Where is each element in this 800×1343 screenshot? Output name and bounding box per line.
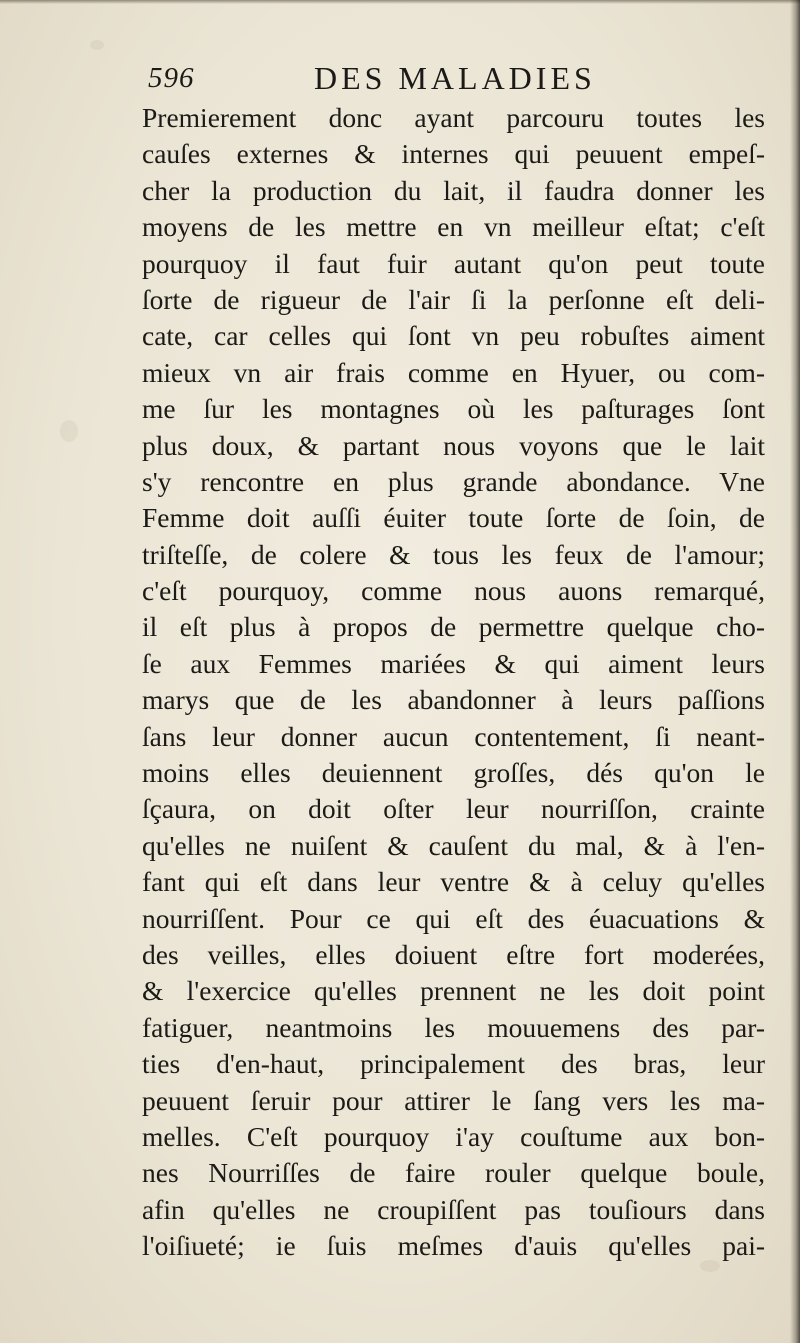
page-header: [148, 62, 788, 102]
text-line: ties d'en-haut, principalement des bras, leur: [142, 1048, 765, 1080]
page-number: 596: [148, 62, 195, 94]
text-line: cauſes externes & internes qui peuuent empeſ-: [142, 138, 765, 170]
text-line: fatiguer, neantmoins les mouuemens des par-: [142, 1011, 765, 1043]
text-line: ſe aux Femmes mariées & qui aiment leurs: [142, 647, 765, 679]
text-line: ſorte de rigueur de l'air ſi la perſonne eſt deli-: [142, 283, 765, 315]
text-line: moins elles deuiennent groſſes, dés qu'on le: [142, 757, 765, 789]
text-line: l'oiſiueté; ie ſuis meſmes d'auis qu'elles pai-: [142, 1230, 765, 1262]
paper-stain: [90, 40, 104, 50]
text-line: s'y rencontre en plus grande abondance. Vne: [142, 465, 765, 497]
text-line: qu'elles ne nuiſent & cauſent du mal, & à l'en-: [142, 829, 765, 861]
text-line: peuuent ſeruir pour attirer le ſang vers les ma-: [142, 1084, 765, 1116]
text-line: triſteſſe, de colere & tous les feux de l'amour;: [142, 538, 765, 570]
text-line: plus doux, & partant nous voyons que le lait: [142, 429, 765, 461]
running-title: DES MALADIES: [314, 60, 596, 96]
text-line: ſçaura, on doit oſter leur nourriſſon, crainte: [142, 793, 765, 825]
text-line: c'eſt pourquoy, comme nous auons remarqué,: [142, 575, 765, 607]
text-line: melles. C'eſt pourquoy i'ay couſtume aux bon-: [142, 1120, 765, 1152]
text-line: Premierement donc ayant parcouru toutes les: [142, 102, 765, 133]
text-line: nes Nourriſſes de faire rouler quelque boule,: [142, 1157, 765, 1189]
text-line: moyens de les mettre en vn meilleur eſtat; c'eſt: [142, 211, 765, 243]
text-line: & l'exercice qu'elles prennent ne les doit point: [142, 975, 765, 1007]
text-line: des veilles, elles doiuent eſtre fort moderées,: [142, 938, 765, 970]
page-binding-edge: [790, 0, 800, 1343]
text-line: pourquoy il faut fuir autant qu'on peut toute: [142, 247, 765, 279]
text-line: cher la production du lait, il faudra donner les: [142, 174, 765, 206]
text-line: il eſt plus à propos de permettre quelque cho-: [142, 611, 765, 643]
paper-stain: [60, 420, 78, 442]
text-line: Femme doit auſſi éuiter toute ſorte de ſoin, de: [142, 502, 765, 534]
body-text: [142, 100, 782, 1265]
page-top-edge: [0, 0, 800, 4]
text-line: ſans leur donner aucun contentement, ſi neant-: [142, 720, 765, 752]
text-line: afin qu'elles ne croupiſſent pas touſiours dans: [142, 1193, 765, 1225]
text-line: fant qui eſt dans leur ventre & à celuy qu'elles: [142, 866, 765, 898]
text-line: nourriſſent. Pour ce qui eſt des éuacuations &: [142, 902, 765, 934]
text-line: marys que de les abandonner à leurs paſſions: [142, 684, 765, 716]
text-line: cate, car celles qui ſont vn peu robuſtes aiment: [142, 320, 765, 352]
text-line: mieux vn air frais comme en Hyuer, ou com-: [142, 356, 765, 388]
text-line: me ſur les montagnes où les paſturages ſont: [142, 393, 765, 425]
